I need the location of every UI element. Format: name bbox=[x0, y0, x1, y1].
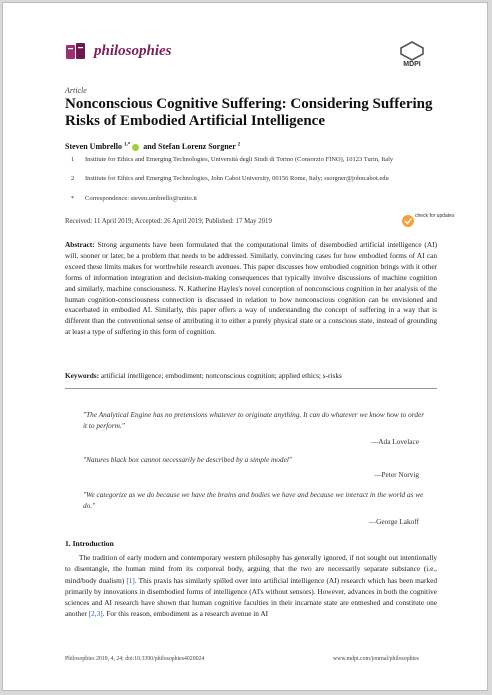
abstract-label: Abstract: bbox=[65, 240, 95, 249]
epigraph-quote: "Natures black box cannot necessarily be described by a simple model" bbox=[83, 455, 292, 464]
affiliation-text: Correspondence: steven.umbrello@unito.it bbox=[85, 195, 197, 202]
affiliation-number: 1 bbox=[71, 156, 75, 163]
check-updates-label[interactable]: check for updates bbox=[415, 213, 455, 219]
citation-link[interactable]: [1] bbox=[126, 575, 135, 585]
affiliation bbox=[71, 156, 431, 165]
epigraph-author: —George Lakoff bbox=[368, 517, 419, 526]
introduction-paragraph bbox=[65, 552, 437, 620]
epigraph-author: —Peter Norvig bbox=[374, 470, 419, 479]
author-list bbox=[65, 142, 240, 151]
affiliation-text: Institute for Ethics and Emerging Technologies, Università degli Studi di Torino (Consorzio FINO), 10123 Turin, Italy bbox=[85, 156, 394, 163]
affiliation-text: Institute for Ethics and Emerging Technologies, John Cabot University, 00156 Rome, Italy; ssorgner@johncabot.edu bbox=[85, 175, 389, 182]
citation-link[interactable]: [2,3] bbox=[88, 609, 103, 619]
author-name: Steven Umbrello bbox=[65, 142, 122, 151]
keywords-label: Keywords: bbox=[65, 371, 100, 380]
footer-url[interactable]: www.mdpi.com/journal/philosophies bbox=[333, 656, 419, 662]
keywords bbox=[65, 371, 437, 380]
journal-name: philosophies bbox=[94, 43, 172, 59]
affiliation-number: 2 bbox=[71, 175, 75, 182]
orcid-icon[interactable] bbox=[132, 144, 139, 151]
affiliation bbox=[71, 195, 431, 204]
article-type: Article bbox=[65, 86, 87, 95]
affiliation-number: * bbox=[71, 195, 75, 202]
paragraph-text: . For this reason, embodiment as a research avenue in AI bbox=[102, 609, 269, 619]
abstract-text: Strong arguments have been formulated that the computational limits of disembodied artificial intelligence (AI) will, sooner or later, be a problem that needs to be addressed. Similarly, convincing cases for how embodied forms of AI can exceed these limits makes for worthwhile research avenues. This paper discusses how embodied cognition brings with it other forms of information integration and decision-making consequences that typically involve discussions of machine cognition and similarly, machine consciousness. N. Katherine Hayles's novel conception of nonconscious cognition in her analysis of the human cognition-consciousness connection is discussed in relation to how nonconscious cognition can be envisioned and exacerbated in embodied AI. Similarly, this paper offers a way of understanding the concept of suffering in a way that is different than the conventional sense of attributing it to either a purely physical state or a conscious state, instead of grounding at least a type of suffering in this form of cognition. bbox=[65, 240, 437, 337]
affiliation bbox=[71, 175, 431, 184]
paragraph-text: . This praxis has similarly spilled over into artificial intelligence (AI) research which has been marked primarily by innovations in disembodied forms of intelligence (AI's without sensors). However, advances in both the cognitive sciences and AI research have shown that human cognitive faculties in their incarnate state are enmeshed and constitute one another bbox=[65, 575, 437, 619]
author-sup: 1,* bbox=[123, 142, 131, 148]
footer-citation: Philosophies 2019, 4, 24; doi:10.3390/philosophies4020024 bbox=[65, 656, 205, 662]
epigraph-quote: "The Analytical Engine has no pretensions whatever to originate anything. It can do whatever we know how to order it to perform." bbox=[83, 410, 425, 430]
paragraph-text: The tradition of early modern and contemporary western philosophy has generally ignored, if not sought out intentionally to disentangle, the human mind from its corporeal body, arguing that the two are necessarily separate substance (i.e., mind/body dualism) bbox=[65, 553, 437, 585]
abstract bbox=[65, 240, 437, 338]
journal-logo-icon bbox=[65, 41, 87, 63]
svg-text:MDPI: MDPI bbox=[403, 61, 421, 67]
divider bbox=[65, 388, 437, 389]
author-sup: 2 bbox=[237, 142, 241, 148]
keywords-text: artificial intelligence; embodiment; nonconscious cognition; applied ethics; s-risks bbox=[100, 371, 342, 380]
publication-dates: Received: 11 April 2019; Accepted: 26 April 2019; Published: 17 May 2019 bbox=[65, 218, 272, 225]
mdpi-logo-icon bbox=[393, 41, 431, 67]
section-heading: 1. Introduction bbox=[65, 539, 114, 548]
epigraph-author: —Ada Lovelace bbox=[370, 437, 419, 446]
epigraph-quote: "We categorize as we do because we have the brains and bodies we have and because we interact in the world as we do." bbox=[83, 490, 424, 510]
author-name: and Stefan Lorenz Sorgner bbox=[143, 142, 236, 151]
paper-page bbox=[2, 2, 488, 691]
paper-title: Nonconscious Cognitive Suffering: Considering Suffering Risks of Embodied Artificial Intelligence bbox=[65, 96, 433, 129]
